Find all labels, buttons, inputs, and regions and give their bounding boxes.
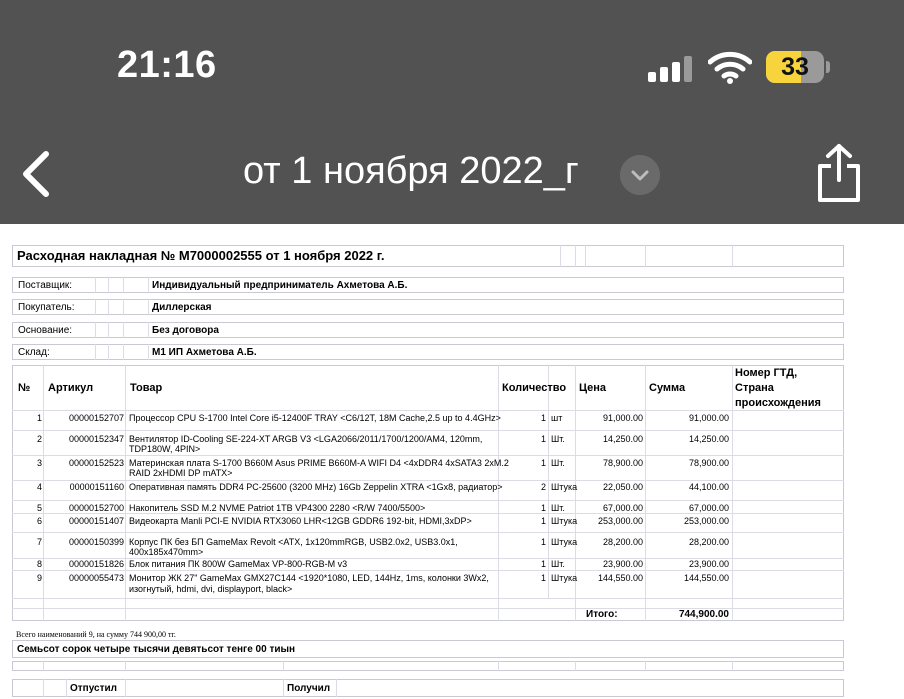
row-9-unit: Штука — [551, 573, 578, 583]
warehouse-label: Склад: — [18, 347, 50, 358]
row-5-unit: Шт. — [551, 503, 565, 513]
row-6-qty: 1 — [540, 516, 546, 526]
row-1-unit: шт — [551, 413, 563, 423]
row-9-price: 144,550.00 — [597, 573, 643, 583]
row-5-product: Накопитель SSD M.2 NVME Patriot 1TB VP4300 2280 <R/W 7400/5500> — [129, 503, 426, 513]
status-time: 21:16 — [117, 44, 217, 86]
row-1-qty: 1 — [540, 413, 546, 423]
row-7-article: 00000150399 — [68, 537, 124, 547]
row-2-product-cont: TDP180W, 4PIN> — [129, 444, 201, 454]
row-3-qty: 1 — [540, 458, 546, 468]
row-2-sum: 14,250.00 — [688, 434, 729, 444]
battery-level: 33 — [781, 53, 809, 81]
row-5-price: 67,000.00 — [602, 503, 643, 513]
row-8-price: 23,900.00 — [602, 559, 643, 569]
row-4-article: 00000151160 — [69, 482, 124, 492]
row-6-sum: 253,000.00 — [683, 516, 729, 526]
row-9-sum: 144,550.00 — [683, 573, 729, 583]
row-8-unit: Шт. — [551, 559, 565, 569]
released-label: Отпустил — [70, 683, 117, 694]
row-7-unit: Штука — [551, 537, 578, 547]
row-9-product: Монитор ЖК 27" GameMax GMX27C144 <1920*1080, LED, 144Hz, 1ms, колонки 3Wx2, — [129, 573, 489, 583]
header-article: Артикул — [48, 382, 94, 394]
header-num: № — [18, 382, 31, 394]
basis-label: Основание: — [18, 325, 73, 336]
header-price: Цена — [579, 382, 607, 394]
row-3-num: 3 — [36, 458, 42, 468]
row-4-num: 4 — [36, 482, 42, 492]
supplier-value: Индивидуальный предприниматель Ахметова А.Б. — [152, 280, 408, 291]
row-5-article: 00000152700 — [68, 503, 124, 513]
document-title: от 1 ноября 2022_г — [243, 150, 579, 192]
header-product: Товар — [130, 382, 163, 394]
row-1-num: 1 — [36, 413, 42, 423]
row-2-unit: Шт. — [551, 434, 565, 444]
row-1-sum: 91,000.00 — [688, 413, 729, 423]
battery-tip — [826, 61, 830, 73]
row-3-product-cont: RAID 2xHDMI DP mATX> — [129, 468, 233, 478]
row-9-article: 00000055473 — [68, 573, 124, 583]
wifi-icon — [708, 50, 752, 84]
row-3-product: Материнская плата S-1700 B660M Asus PRIME B660M-A WIFI D4 <4xDDR4 4xSATA3 2xM.2 — [129, 458, 509, 468]
row-5-qty: 1 — [540, 503, 546, 513]
row-2-product: Вентилятор ID-Cooling SE-224-XT ARGB V3 <LGA2066/2011/1700/1200/AM4, 120mm, — [129, 434, 483, 444]
row-5-num: 5 — [36, 503, 42, 513]
row-9-num: 9 — [36, 573, 42, 583]
row-7-sum: 28,200.00 — [688, 537, 729, 547]
row-3-sum: 78,900.00 — [688, 458, 729, 468]
summary-small: Всего наименований 9, на сумму 744 900,00 тг. — [16, 630, 176, 639]
row-4-sum: 44,100.00 — [688, 482, 729, 492]
warehouse-value: М1 ИП Ахметова А.Б. — [152, 347, 257, 358]
row-1-article: 00000152707 — [68, 413, 124, 423]
row-6-unit: Штука — [551, 516, 578, 526]
row-3-article: 00000152523 — [68, 458, 124, 468]
share-icon[interactable] — [814, 142, 864, 204]
row-5-sum: 67,000.00 — [688, 503, 729, 513]
back-chevron-icon[interactable] — [16, 148, 56, 200]
row-8-article: 00000151826 — [68, 559, 124, 569]
row-4-price: 22,050.00 — [602, 482, 643, 492]
row-3-price: 78,900.00 — [602, 458, 643, 468]
total-label: Итого: — [586, 609, 618, 620]
buyer-value: Диллерская — [152, 302, 212, 313]
row-8-qty: 1 — [540, 559, 546, 569]
row-1-price: 91,000.00 — [602, 413, 643, 423]
row-2-article: 00000152347 — [68, 434, 124, 444]
row-8-num: 8 — [36, 559, 42, 569]
header-gtd-line2: Страна — [735, 382, 774, 394]
row-4-product: Оперативная память DDR4 PC-25600 (3200 MHz) 16Gb Zeppelin XTRA <1Gx8, радиатор> — [129, 482, 503, 492]
summary-words: Семьсот сорок четыре тысячи девятьсот тенге 00 тиын — [17, 644, 296, 655]
row-2-num: 2 — [36, 434, 42, 444]
row-2-price: 14,250.00 — [602, 434, 643, 444]
row-7-product: Корпус ПК без БП GameMax Revolt <ATX, 1x120mmRGB, USB2.0x2, USB3.0x1, — [129, 537, 458, 547]
row-6-num: 6 — [36, 516, 42, 526]
total-value: 744,900.00 — [678, 609, 729, 620]
row-4-qty: 2 — [540, 482, 546, 492]
invoice-title: Расходная накладная № М7000002555 от 1 ноября 2022 г. — [17, 248, 385, 263]
row-8-sum: 23,900.00 — [688, 559, 729, 569]
row-6-price: 253,000.00 — [597, 516, 643, 526]
header-gtd-line1: Номер ГТД, — [735, 367, 798, 379]
row-9-qty: 1 — [540, 573, 546, 583]
cellular-signal-icon — [648, 56, 692, 82]
invoice-document — [0, 224, 904, 699]
row-9-product-cont: изогнутый, hdmi, dvi, displayport, black> — [129, 584, 293, 594]
row-2-qty: 1 — [540, 434, 546, 444]
title-menu-chevron-icon[interactable] — [620, 155, 660, 195]
header-gtd-line3: происхождения — [735, 397, 821, 409]
buyer-label: Покупатель: — [18, 302, 75, 313]
row-8-product: Блок питания ПК 800W GameMax VP-800-RGB-M v3 — [129, 559, 348, 569]
row-7-product-cont: 400x185x470mm> — [129, 547, 204, 557]
row-7-qty: 1 — [540, 537, 546, 547]
top-navigation-bar — [0, 0, 904, 224]
header-qty: Количество — [502, 382, 567, 394]
row-3-unit: Шт. — [551, 458, 565, 468]
row-7-num: 7 — [36, 537, 42, 547]
supplier-label: Поставщик: — [18, 280, 73, 291]
row-1-product: Процессор CPU S-1700 Intel Core i5-12400F TRAY <C6/12T, 18M Cache,2.5 up to 4.4GHz> — [129, 413, 501, 423]
battery-icon — [766, 51, 824, 83]
header-sum: Сумма — [649, 382, 686, 394]
row-4-unit: Штука — [551, 482, 578, 492]
basis-value: Без договора — [152, 325, 219, 336]
row-6-product: Видеокарта Manli PCI-E NVIDIA RTX3060 LHR<12GB GDDR6 192-bit, HDMI,3xDP> — [129, 516, 472, 526]
received-label: Получил — [287, 683, 331, 694]
row-6-article: 00000151407 — [68, 516, 124, 526]
row-7-price: 28,200.00 — [602, 537, 643, 547]
